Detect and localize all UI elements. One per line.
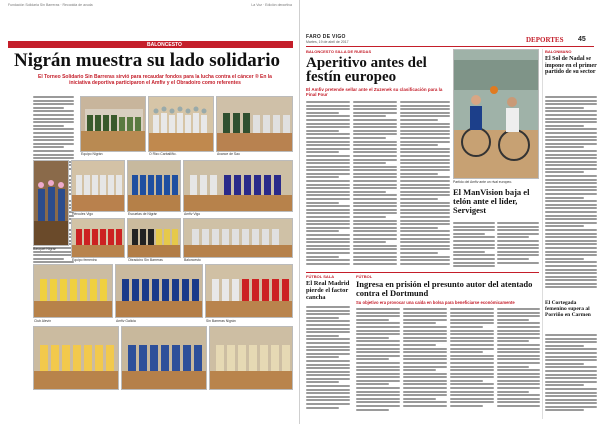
caption-6: Escuelas de Nigrán <box>128 212 158 216</box>
sidebar-divider <box>542 49 543 419</box>
section-label: BALONCESTO <box>147 42 182 48</box>
caption-1: Equipo Nigrán <box>81 152 103 156</box>
article2-headline: El ManVision baja el telón ante el líder, Servigest <box>453 187 530 215</box>
caption-5: Hércules Vigo <box>72 212 94 216</box>
sidebar-headline-2: El Cortegada femenino supera al Porriño en Carmen <box>545 300 591 318</box>
top-strip-left: Fundación Solidaria Sin Barreras · Recogida de ayuda <box>8 3 93 6</box>
article4-column-1 <box>356 308 400 418</box>
sidebar-kicker: BALONMANO <box>545 49 572 54</box>
team-photo-16 <box>209 326 293 390</box>
article4-column-2 <box>403 308 447 418</box>
caption-7: Amfiv Vigo <box>184 212 201 216</box>
caption-3: Avance de Sao <box>217 152 240 156</box>
article1-column-1 <box>306 101 350 271</box>
team-photo-6 <box>127 160 181 212</box>
page-number: 45 <box>578 36 586 43</box>
wheelchair-basketball-photo <box>453 49 539 179</box>
section-name: DEPORTES <box>526 36 564 44</box>
article3-column <box>306 306 350 418</box>
sidebar-column-1 <box>545 96 597 296</box>
issue-date: Martes, 19 de abril de 2017 <box>306 40 349 44</box>
article3-kicker: FÚTBOL SALA <box>306 274 335 279</box>
rule-a3 <box>306 272 539 273</box>
team-photo-11 <box>33 264 113 318</box>
article1-headline: Aperitivo antes del festín europeo <box>306 55 427 85</box>
top-rule <box>306 46 594 47</box>
caption-9: Obradoiro Sin Barreras <box>128 258 163 262</box>
article2-column-1 <box>453 222 495 270</box>
headline: Nigrán muestra su lado solidario <box>14 50 281 71</box>
article4-headline: Ingresa en prisión el presunto autor del atentado contra el Dortmund <box>356 279 533 298</box>
caption-2: O Rizo Carballiño. <box>149 152 177 156</box>
team-photo-8 <box>71 218 125 258</box>
sidebar-column-2 <box>545 334 597 418</box>
article1-column-3 <box>400 101 450 271</box>
team-photo-7 <box>183 160 293 212</box>
team-photo-10 <box>183 218 293 258</box>
team-photo-4 <box>33 160 69 246</box>
subhead: El Torneo Solidario Sin Barreras sirvió para recaudar fondos para la lucha contra el cáncer ® En la iniciativa deportiva participaron el Amfiv y el Obradoiro como referentes <box>38 74 272 86</box>
team-photo-1 <box>80 96 146 152</box>
caption-8: Equipo femenino <box>72 258 98 262</box>
sidebar-headline: El Sol de Nadal se impone en el primer partido de su sector <box>545 56 597 76</box>
article4-kicker: FÚTBOL <box>356 274 373 279</box>
team-photo-2 <box>148 96 214 152</box>
article1-subhead: El Amfiv pretende sellar ante el Zuzenek su clasificación para la Final Four <box>306 87 443 97</box>
photo-caption: Partido del Amfiv ante un rival europeo. <box>453 180 513 184</box>
team-photo-5 <box>71 160 125 212</box>
article4-column-4 <box>497 308 540 418</box>
right-page <box>300 0 600 424</box>
article1-kicker: BALONCESTO SILLA DE RUEDAS <box>306 49 372 54</box>
article2-column-2 <box>497 222 539 270</box>
team-photo-13 <box>205 264 293 318</box>
team-photo-15 <box>121 326 207 390</box>
article3-headline: El Real Madrid pierde el factor cancha <box>306 280 350 301</box>
caption-12: Amfiv Galicia <box>116 319 136 323</box>
team-photo-9 <box>127 218 181 258</box>
caption-10: Baloncesto <box>184 258 201 262</box>
top-strip-right: La Voz · Edición deportiva <box>251 3 292 6</box>
masthead: FARO DE VIGO <box>306 34 346 40</box>
caption-11: Club Alevín <box>34 319 52 323</box>
article4-subhead: Su objetivo era provocar una caída en bolsa para beneficiarse económicamente <box>356 300 515 305</box>
caption-13: Sin Barreras Nigrán <box>206 319 236 323</box>
team-photo-3 <box>216 96 293 152</box>
article4-column-3 <box>450 308 494 418</box>
team-photo-14 <box>33 326 119 390</box>
article1-column-2 <box>353 101 397 271</box>
caption-4: Basquet Nigran <box>33 247 57 251</box>
top-strip <box>8 3 292 6</box>
team-photo-12 <box>115 264 203 318</box>
